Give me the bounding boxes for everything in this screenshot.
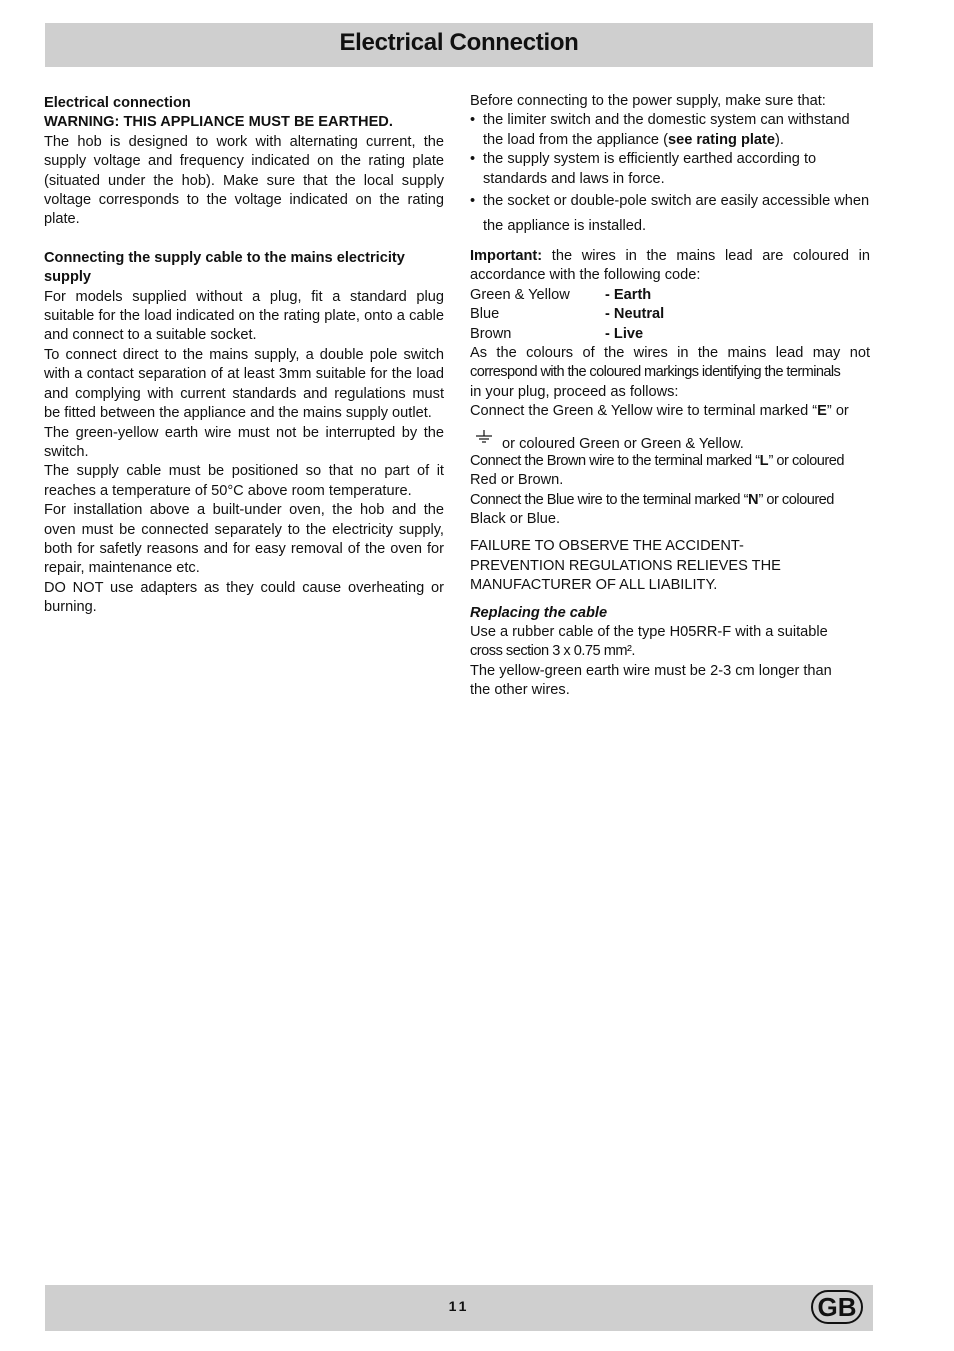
wire-color: Blue <box>470 306 500 323</box>
earthing-warning: WARNING: THIS APPLIANCE MUST BE EARTHED. <box>44 114 393 131</box>
footer-bar <box>45 1285 873 1331</box>
text-line: PREVENTION REGULATIONS RELIEVES THE <box>470 557 781 574</box>
paragraph-colours <box>470 344 870 402</box>
text-line: Black or Blue. <box>470 510 561 527</box>
paragraph-green-yellow-line2 <box>470 430 870 452</box>
terminal-letter: L <box>759 452 769 469</box>
header-bar <box>45 23 873 67</box>
text-line: FAILURE TO OBSERVE THE ACCIDENT- <box>470 538 744 555</box>
language-badge: GB <box>811 1290 863 1324</box>
bullet-text: the limiter switch and the domestic system can withstand the load from the appliance ( <box>483 112 850 148</box>
text-line: ” or <box>826 403 849 420</box>
paragraph-important <box>470 247 870 286</box>
text-line: ” or coloured <box>768 452 844 469</box>
paragraph-brown-wire <box>470 452 870 491</box>
paragraph-adapters: DO NOT use adapters as they could cause overheating or burning. <box>44 579 444 616</box>
paragraph-before-connecting: Before connecting to the power supply, make sure that: <box>470 93 826 109</box>
list-item <box>470 111 870 150</box>
terminal-letter: E <box>817 403 827 420</box>
text-line: Use a rubber cable of the type H05RR-F with a suitable <box>470 623 828 640</box>
text-line: The yellow-green earth wire must be 2-3 cm longer than <box>470 662 832 679</box>
text-line: ” or coloured <box>758 491 834 508</box>
wire-meaning: - Live <box>605 325 644 342</box>
wire-color: Brown <box>470 325 512 342</box>
section-heading-electrical-connection: Electrical connection <box>44 95 191 111</box>
text-line: Red or Brown. <box>470 472 564 489</box>
text-line: the other wires. <box>470 682 570 699</box>
text-line: correspond with the coloured markings identifying the terminals <box>470 364 841 381</box>
text-line: in your plug, proceed as follows: <box>470 383 679 400</box>
important-text: the wires in the mains lead are coloured in accordance with the following code: <box>470 248 870 284</box>
paragraph-double-pole-switch: To connect direct to the mains supply, a double pole switch with a contact separation of at least 3mm suitable for the load and complying with current standards and regulations must be fitted between the appliance and the mains supply outlet. <box>44 346 444 422</box>
page-title: Electrical Connection <box>339 29 579 56</box>
earth-ground-icon <box>470 430 498 450</box>
paragraph-blue-wire <box>470 491 870 530</box>
text-line: Connect the Green & Yellow wire to terminal marked “ <box>470 403 818 420</box>
bullet-text: ). <box>775 131 784 148</box>
page-number: 11 <box>448 1298 470 1314</box>
paragraph-built-under-oven: For installation above a built-under oven, the hob and the oven must be connected separately to the electricity supply, both for safetly reasons and for easy removal of the oven for repair, maintenance etc. <box>44 502 444 577</box>
spacer <box>470 596 870 604</box>
section-heading-supply-cable: Connecting the supply cable to the mains electricity supply <box>44 249 405 286</box>
bullet-bold-text: see rating plate <box>667 131 776 148</box>
wire-code-row <box>470 325 870 344</box>
paragraph-replacing-cable <box>470 623 870 701</box>
paragraph-green-yellow-wire <box>470 402 870 421</box>
list-item: • the socket or double-pole switch are easily accessible when the appliance is installed. <box>470 189 870 239</box>
spacer <box>470 239 870 247</box>
wire-code-row <box>470 286 870 305</box>
liability-warning <box>470 537 870 595</box>
paragraph-earth-wire: The green-yellow earth wire must not be interrupted by the switch. <box>44 424 444 460</box>
text-line: Connect the Brown wire to the terminal marked “ <box>470 452 760 469</box>
text-line: MANUFACTURER OF ALL LIABILITY. <box>470 577 718 594</box>
text-line: or coloured Green or Green & Yellow. <box>498 435 744 452</box>
wire-meaning: - Neutral <box>605 306 665 323</box>
spacer <box>470 529 870 537</box>
list-item: • the supply system is efficiently earthed according to standards and laws in force. <box>470 150 870 189</box>
right-column <box>470 92 870 701</box>
spacer <box>44 230 444 249</box>
paragraph-alternating-current: The hob is designed to work with alternating current, the supply voltage and frequency indicated on the rating plate (situated under the hob). Make sure that the local supply voltage corresponds to the voltage indicated on the rating plate. <box>44 133 444 228</box>
text-line: As the colours of the wires in the mains lead may not <box>470 345 870 362</box>
terminal-letter: N <box>747 491 759 508</box>
text-line: Connect the Blue wire to the terminal marked “ <box>470 491 748 508</box>
wire-code-row <box>470 305 870 324</box>
text-line: cross section 3 x 0.75 mm². <box>470 643 635 660</box>
section-heading-replacing-cable: Replacing the cable <box>470 604 608 621</box>
paragraph-plug: For models supplied without a plug, fit a standard plug suitable for the load indicated on the rating plate, onto a cable and connect to a suitable socket. <box>44 288 444 344</box>
wire-color: Green & Yellow <box>470 286 570 303</box>
left-column <box>44 94 444 618</box>
checklist <box>470 111 870 239</box>
paragraph-cable-position: The supply cable must be positioned so that no part of it reaches a temperature of 50°C above room temperature. <box>44 463 444 499</box>
wire-meaning: - Earth <box>605 286 652 303</box>
important-label: Important: <box>470 248 543 265</box>
